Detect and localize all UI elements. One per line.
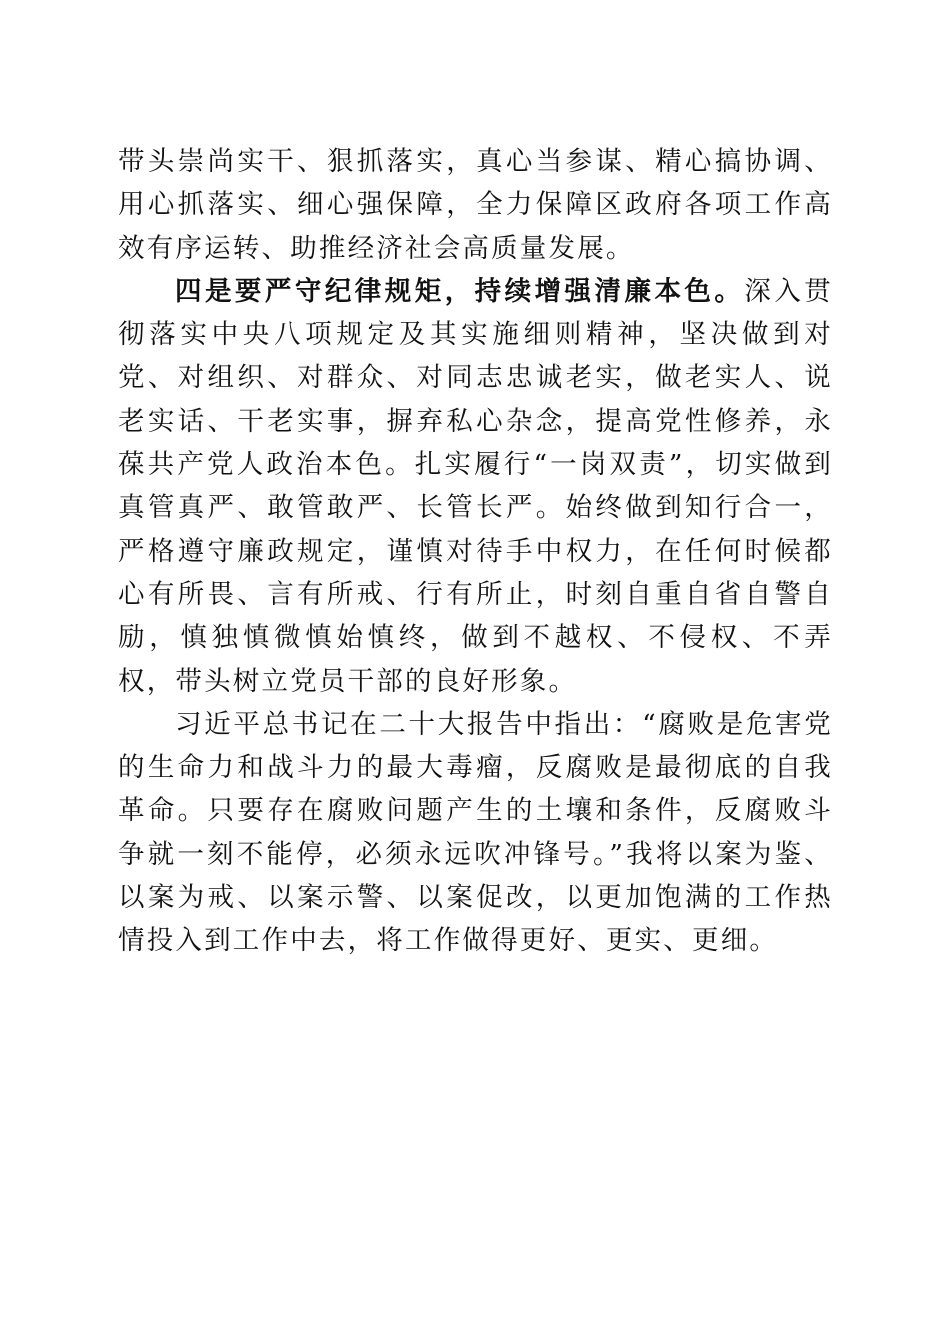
- paragraph-lead-heading: 四是要严守纪律规矩，持续增强清廉本色。: [175, 275, 745, 307]
- paragraph-discipline: [118, 270, 833, 703]
- paragraph-continuation: [118, 140, 833, 270]
- paragraph-conclusion: [118, 703, 833, 963]
- paragraph-text: 带头崇尚实干、狠抓落实，真心当参谋、精心搞协调、用心抓落实、细心强保障，全力保障区政府各项工作高效有序运转、助推经济社会高质量发展。: [118, 146, 833, 264]
- document-body: [118, 140, 833, 963]
- paragraph-text: 深入贯彻落实中央八项规定及其实施细则精神，坚决做到对党、对组织、对群众、对同志忠诚老实，做老实人、说老实话、干老实事，摒弃私心杂念，提高党性修养，永葆共产党人政治本色。扎实履行“一岗双责”，切实做到真管真严、敢管敢严、长管长严。始终做到知行合一，严格遵守廉政规定，谨慎对待手中权力，在任何时候都心有所畏、言有所戒、行有所止，时刻自重自省自警自励，慎独慎微慎始慎终，做到不越权、不侵权、不弄权，带头树立党员干部的良好形象。: [118, 275, 833, 697]
- paragraph-text: 习近平总书记在二十大报告中指出：“腐败是危害党的生命力和战斗力的最大毒瘤，反腐败是最彻底的自我革命。只要存在腐败问题产生的土壤和条件，反腐败斗争就一刻不能停，必须永远吹冲锋号。”我将以案为鉴、以案为戒、以案示警、以案促改，以更加饱满的工作热情投入到工作中去，将工作做得更好、更实、更细。: [118, 708, 833, 957]
